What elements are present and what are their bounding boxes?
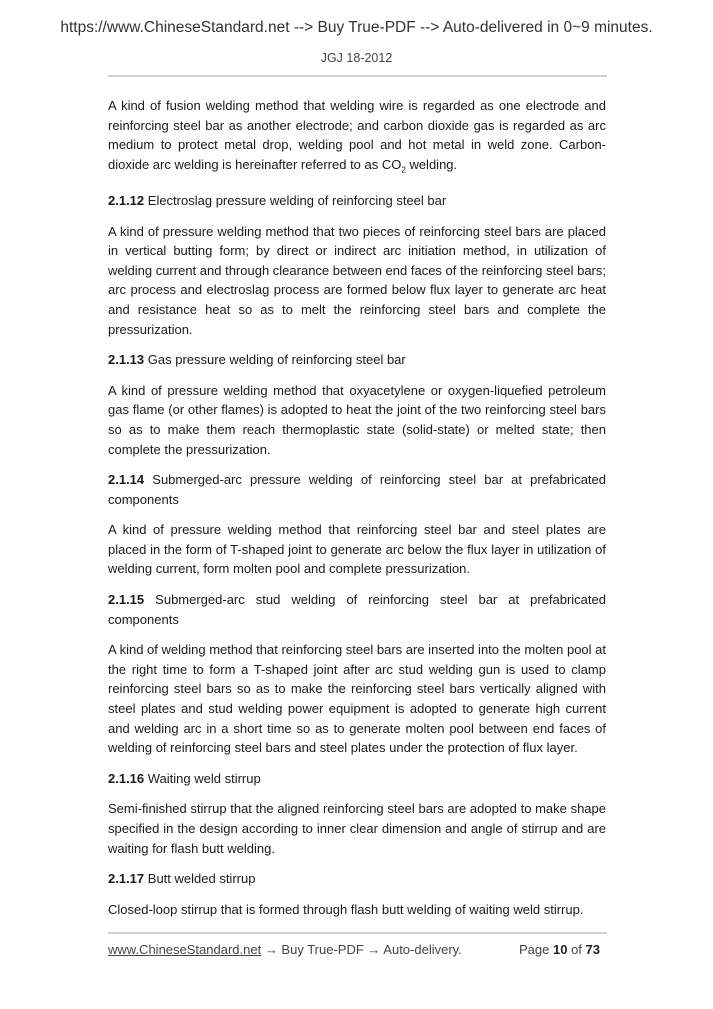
footer: [108, 942, 600, 957]
section-heading: [108, 191, 606, 211]
section-number: 2.1.17: [108, 871, 145, 887]
standard-number: JGJ 18-2012: [320, 51, 393, 65]
intro-end: welding.: [405, 156, 458, 172]
section-heading: [108, 869, 606, 889]
section-title: Waiting weld stirrup: [144, 770, 261, 786]
footer-text: → Buy True-PDF → Auto-delivery.: [261, 942, 462, 957]
header-divider: [108, 75, 607, 77]
page-label: Page: [519, 942, 553, 957]
section-title: Gas pressure welding of reinforcing steel bar: [144, 352, 406, 368]
section-number: 2.1.14: [108, 472, 145, 488]
section-heading: [108, 769, 606, 789]
section-paragraph: A kind of welding method that reinforcing steel bars are inserted into the molten pool at the right time to form a T-shaped joint after arc stud welding gun is used to clamp reinforcing steel bars so as to make the reinforcing steel bars vertically aligned with steel plates and stud welding power equipment is adopted to generate high current and welding arc in a short time so as to generate molten pool between end faces of welding of reinforcing steel bars and steel plates under the protection of flux layer.: [108, 642, 606, 756]
intro-text: A kind of fusion welding method that welding wire is regarded as one electrode and reinforcing steel bar as another electrode; and carbon dioxide gas is regarded as arc medium to protect metal drop, welding pool and hot metal in weld zone. Carbon-dioxide arc welding is hereinafter referred to as CO: [108, 98, 606, 172]
subscript: 2: [401, 165, 406, 175]
section-paragraph: Semi-finished stirrup that the aligned reinforcing steel bars are adopted to make shape specified in the design according to inner clear dimension and angle of stirrup and are waiting for flash butt welding.: [108, 801, 606, 856]
section-number: 2.1.12: [108, 192, 145, 208]
section-paragraph: A kind of pressure welding method that reinforcing steel bar and steel plates are placed in the form of T-shaped joint to generate arc below the flux layer in utilization of welding current, form molten pool and complete pressurization.: [108, 522, 606, 577]
page-indicator: [519, 942, 600, 957]
section-number: 2.1.13: [108, 352, 145, 368]
footer-divider: [108, 932, 607, 934]
site-link[interactable]: www.ChineseStandard.net: [108, 942, 262, 957]
section-title: Electroslag pressure welding of reinforcing steel bar: [144, 192, 447, 208]
section-paragraph: A kind of pressure welding method that oxyacetylene or oxygen-liquefied petroleum gas flame (or other flames) is adopted to heat the joint of the two reinforcing steel bars so as to make them reach thermoplastic state (solid-state) or melted state; then complete the pressurization.: [108, 382, 606, 457]
section-title: Submerged-arc pressure welding of reinforcing steel bar at prefabricated components: [108, 472, 606, 507]
section-title: Butt welded stirrup: [144, 871, 256, 887]
section-heading: [108, 590, 606, 629]
banner: https://www.ChineseStandard.net --> Buy True-PDF --> Auto-delivered in 0~9 minutes.: [60, 19, 653, 36]
section-paragraph: Closed-loop stirrup that is formed through flash butt welding of waiting weld stirrup.: [108, 901, 584, 917]
intro-paragraph: [108, 96, 606, 180]
document-body: [108, 96, 606, 930]
page-number: 10: [552, 942, 568, 957]
page-total: 73: [585, 942, 600, 957]
section-heading: [108, 350, 606, 370]
section-number: 2.1.16: [108, 770, 145, 786]
of-label: of: [567, 942, 586, 957]
section-number: 2.1.15: [108, 592, 145, 608]
section-paragraph: A kind of pressure welding method that two pieces of reinforcing steel bars are placed in vertical butting form; by direct or indirect arc initiation method, in utilization of welding current and through clearance between end faces of the reinforcing steel bars; arc process and electroslag process are formed below flux layer to generate arc heat and resistance heat so as to melt the reinforcing steel bars and complete the pressurization.: [108, 223, 606, 337]
section-title: Submerged-arc stud welding of reinforcing steel bar at prefabricated components: [108, 592, 606, 627]
section-heading: [108, 470, 606, 509]
